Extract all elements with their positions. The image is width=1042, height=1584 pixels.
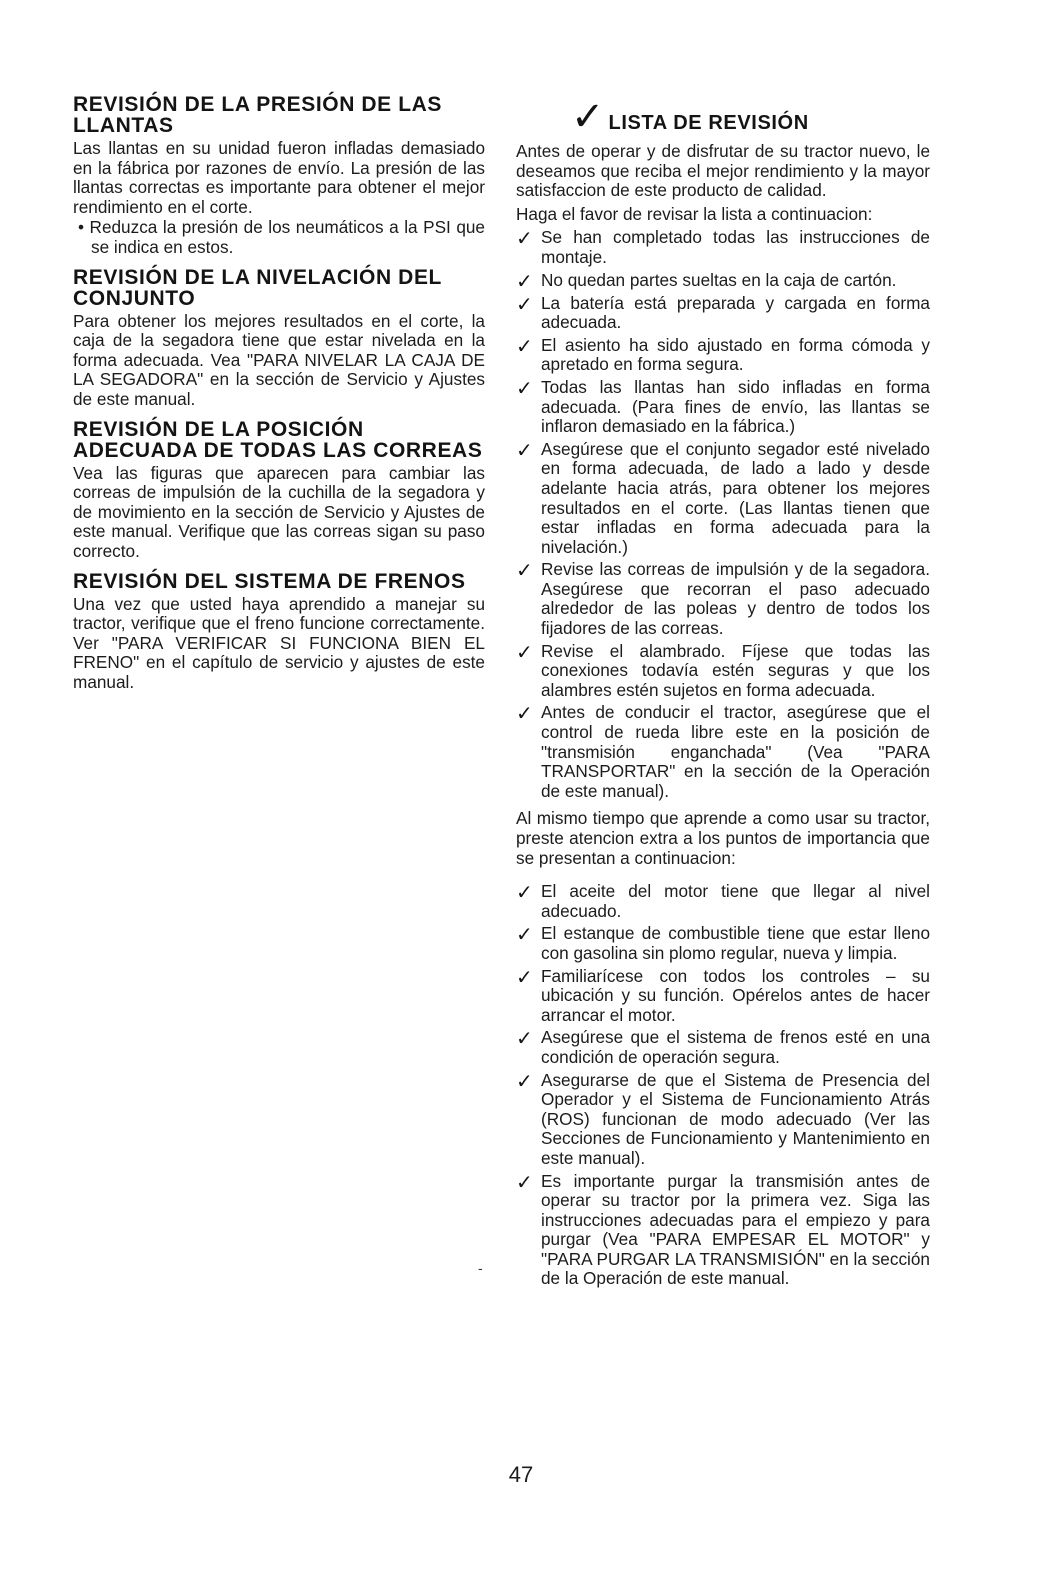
checkmark-icon: ✓ [516, 701, 533, 726]
checklist-item-text: El aceite del motor tiene que llegar al nivel adecuado. [541, 881, 930, 921]
checklist-item-text: Asegúrese que el sistema de frenos esté en una condición de operación segura. [541, 1027, 930, 1067]
section-title: REVISIÓN DE LA POSICIÓN ADECUADA DE TODAS LAS CORREAS [73, 417, 483, 462]
section-title: REVISIÓN DEL SISTEMA DE FRENOS [73, 569, 466, 593]
section-bullet: • Reduzca la presión de los neumáticos a la PSI que se indica en estos. [78, 217, 485, 257]
checklist-item-text: Familiarícese con todos los controles – su ubicación y su función. Opérelos antes de hacer arrancar el motor. [541, 965, 930, 1025]
section-deck-leveling [73, 267, 485, 410]
checklist-item [516, 924, 930, 963]
checklist-item [516, 882, 930, 921]
checklist-item-text: Todas las llantas han sido infladas en forma adecuada. (Para fines de envío, las llantas se inflaron demasiado en la fábrica.) [541, 376, 930, 437]
checkmark-icon: ✓ [516, 226, 533, 251]
left-column [73, 94, 485, 701]
checkmark-icon: ✓ [516, 558, 533, 583]
checklist-assembly [516, 228, 930, 801]
checklist-item-text: El estanque de combustible tiene que estar lleno con gasolina sin plomo regular, nueva y limpia. [541, 923, 930, 963]
checkmark-icon: ✓ [516, 1169, 533, 1194]
checkmark-icon: ✓ [516, 437, 533, 462]
section-tire-pressure [73, 94, 485, 258]
checklist-operation [516, 882, 930, 1289]
checklist-item-text: Asegurarse de que el Sistema de Presencia del Operador y el Sistema de Funcionamiento Atrás (ROS) funcionan de modo adecuado (Ver las Secciones de Funcionamiento y Mantenimiento en este manual). [541, 1069, 930, 1168]
section-body: Vea las figuras que aparecen para cambiar las correas de impulsión de la cuchilla de la segadora y de movimiento en la sección de Servicio y Ajustes de este manual. Verifique que las correas sigan su paso correcto. [73, 462, 485, 561]
section-belts [73, 419, 485, 562]
section-title: REVISIÓN DE LA PRESIÓN DE LAS LLANTAS [73, 93, 443, 137]
checklist-item-text: Asegúrese que el conjunto segador esté nivelado en forma adecuada, de lado a lado y desde adelante hacia atrás, para obtener los mejores resultados en el corte. (Las llantas tienen que estar infladas en forma adecuada para la nivelación.) [541, 438, 930, 557]
checklist-item [516, 333, 930, 375]
checkmark-icon: ✓ [516, 639, 533, 664]
checklist-intro: Antes de operar y de disfrutar de su tractor nuevo, le deseamos que reciba el mejor rendimiento y la mayor satisfaccion de este producto de calidad. [516, 141, 930, 201]
checklist-item-text: No quedan partes sueltas en la caja de cartón. [541, 269, 897, 290]
checklist-item-text: La batería está preparada y cargada en forma adecuada. [541, 292, 930, 333]
checklist-item [516, 228, 930, 267]
checklist-item-text: El asiento ha sido ajustado en forma cómoda y apretado en forma segura. [541, 334, 930, 375]
section-body: Las llantas en su unidad fueron infladas demasiado en la fábrica por razones de envío. La presión de las llantas correctas es importante para obtener el mejor rendimiento en el corte. [73, 138, 485, 217]
right-column [516, 94, 930, 1292]
checklist-item [516, 560, 930, 638]
checklist-item-text: Revise las correas de impulsión y de la segadora. Asegúrese que recorran el paso adecuado alrededor de las poleas y dentro de todos los fijadores de las correas. [541, 559, 930, 639]
checklist-item [516, 964, 930, 1026]
checklist-title: LISTA DE REVISIÓN [608, 112, 809, 134]
page-number: 47 [508, 1462, 534, 1487]
checkmark-icon: ✓ [516, 964, 533, 989]
checkmark-icon: ✓ [516, 268, 533, 293]
checklist-item-text: Revise el alambrado. Fíjese que todas las conexiones todavía estén seguras y que los alambres estén sujetos en forma adecuada. [541, 640, 930, 700]
checklist-item [516, 291, 930, 333]
checkmark-icon: ✓ [516, 922, 533, 947]
checklist-item [516, 1028, 930, 1067]
checkmark-icon: ✓ [516, 291, 533, 316]
checkmark-icon: ✓ [516, 1026, 533, 1051]
section-brakes [73, 571, 485, 693]
checklist-item-text: Es importante purgar la transmisión antes de operar su tractor por la primera vez. Siga las instrucciones adecuadas para el empiezo y para purgar (Vea "PARA EMPESAR EL MOTOR" y "PARA PURGAR LA TRANSMISIÓN" en la sección de la Operación de este manual. [541, 1170, 930, 1289]
section-body: Para obtener los mejores resultados en el corte, la caja de la segadora tiene que estar nivelada en la forma adecuada. Vea "PARA NIVELAR LA CAJA DE LA SEGADORA" en la sección de Servicio y Ajustes de este manual. [73, 310, 485, 409]
checklist-instruction: Haga el favor de revisar la lista a continuacion: [516, 203, 873, 224]
checkmark-icon: ✓ [516, 375, 533, 400]
section-body: Una vez que usted haya aprendido a manejar su tractor, verifique que el freno funcione correctamente. Ver "PARA VERIFICAR SI FUNCIONA BIEN EL FRENO" en el capítulo de servicio y ajustes de este manual. [73, 593, 485, 692]
checklist-header [571, 94, 930, 140]
checklist-item-text: Se han completado todas las instrucciones de montaje. [541, 227, 930, 267]
checklist-item [516, 375, 930, 437]
stray-mark: - [478, 1260, 483, 1276]
checklist-item [516, 437, 930, 558]
checklist-middle-text: Al mismo tiempo que aprende a como usar su tractor, preste atencion extra a los puntos de importancia que se presentan a continuacion: [516, 808, 930, 868]
checklist-item [516, 703, 930, 801]
checkmark-icon: ✓ [516, 333, 533, 358]
checkmark-icon: ✓ [516, 880, 533, 905]
checklist-item [516, 268, 930, 293]
checkmark-icon: ✓ [516, 1068, 533, 1093]
checklist-item [516, 639, 930, 701]
checkmark-icon: ✓ [571, 94, 605, 140]
checklist-item [516, 1169, 930, 1290]
checklist-item [516, 1068, 930, 1169]
section-title: REVISIÓN DE LA NIVELACIÓN DEL CONJUNTO [73, 265, 442, 310]
checklist-item-text: Antes de conducir el tractor, asegúrese que el control de rueda libre este en la posición de "transmisión enganchada" (Vea "PARA TRANSPORTAR" en la sección de la Operación de este manual). [541, 702, 930, 801]
